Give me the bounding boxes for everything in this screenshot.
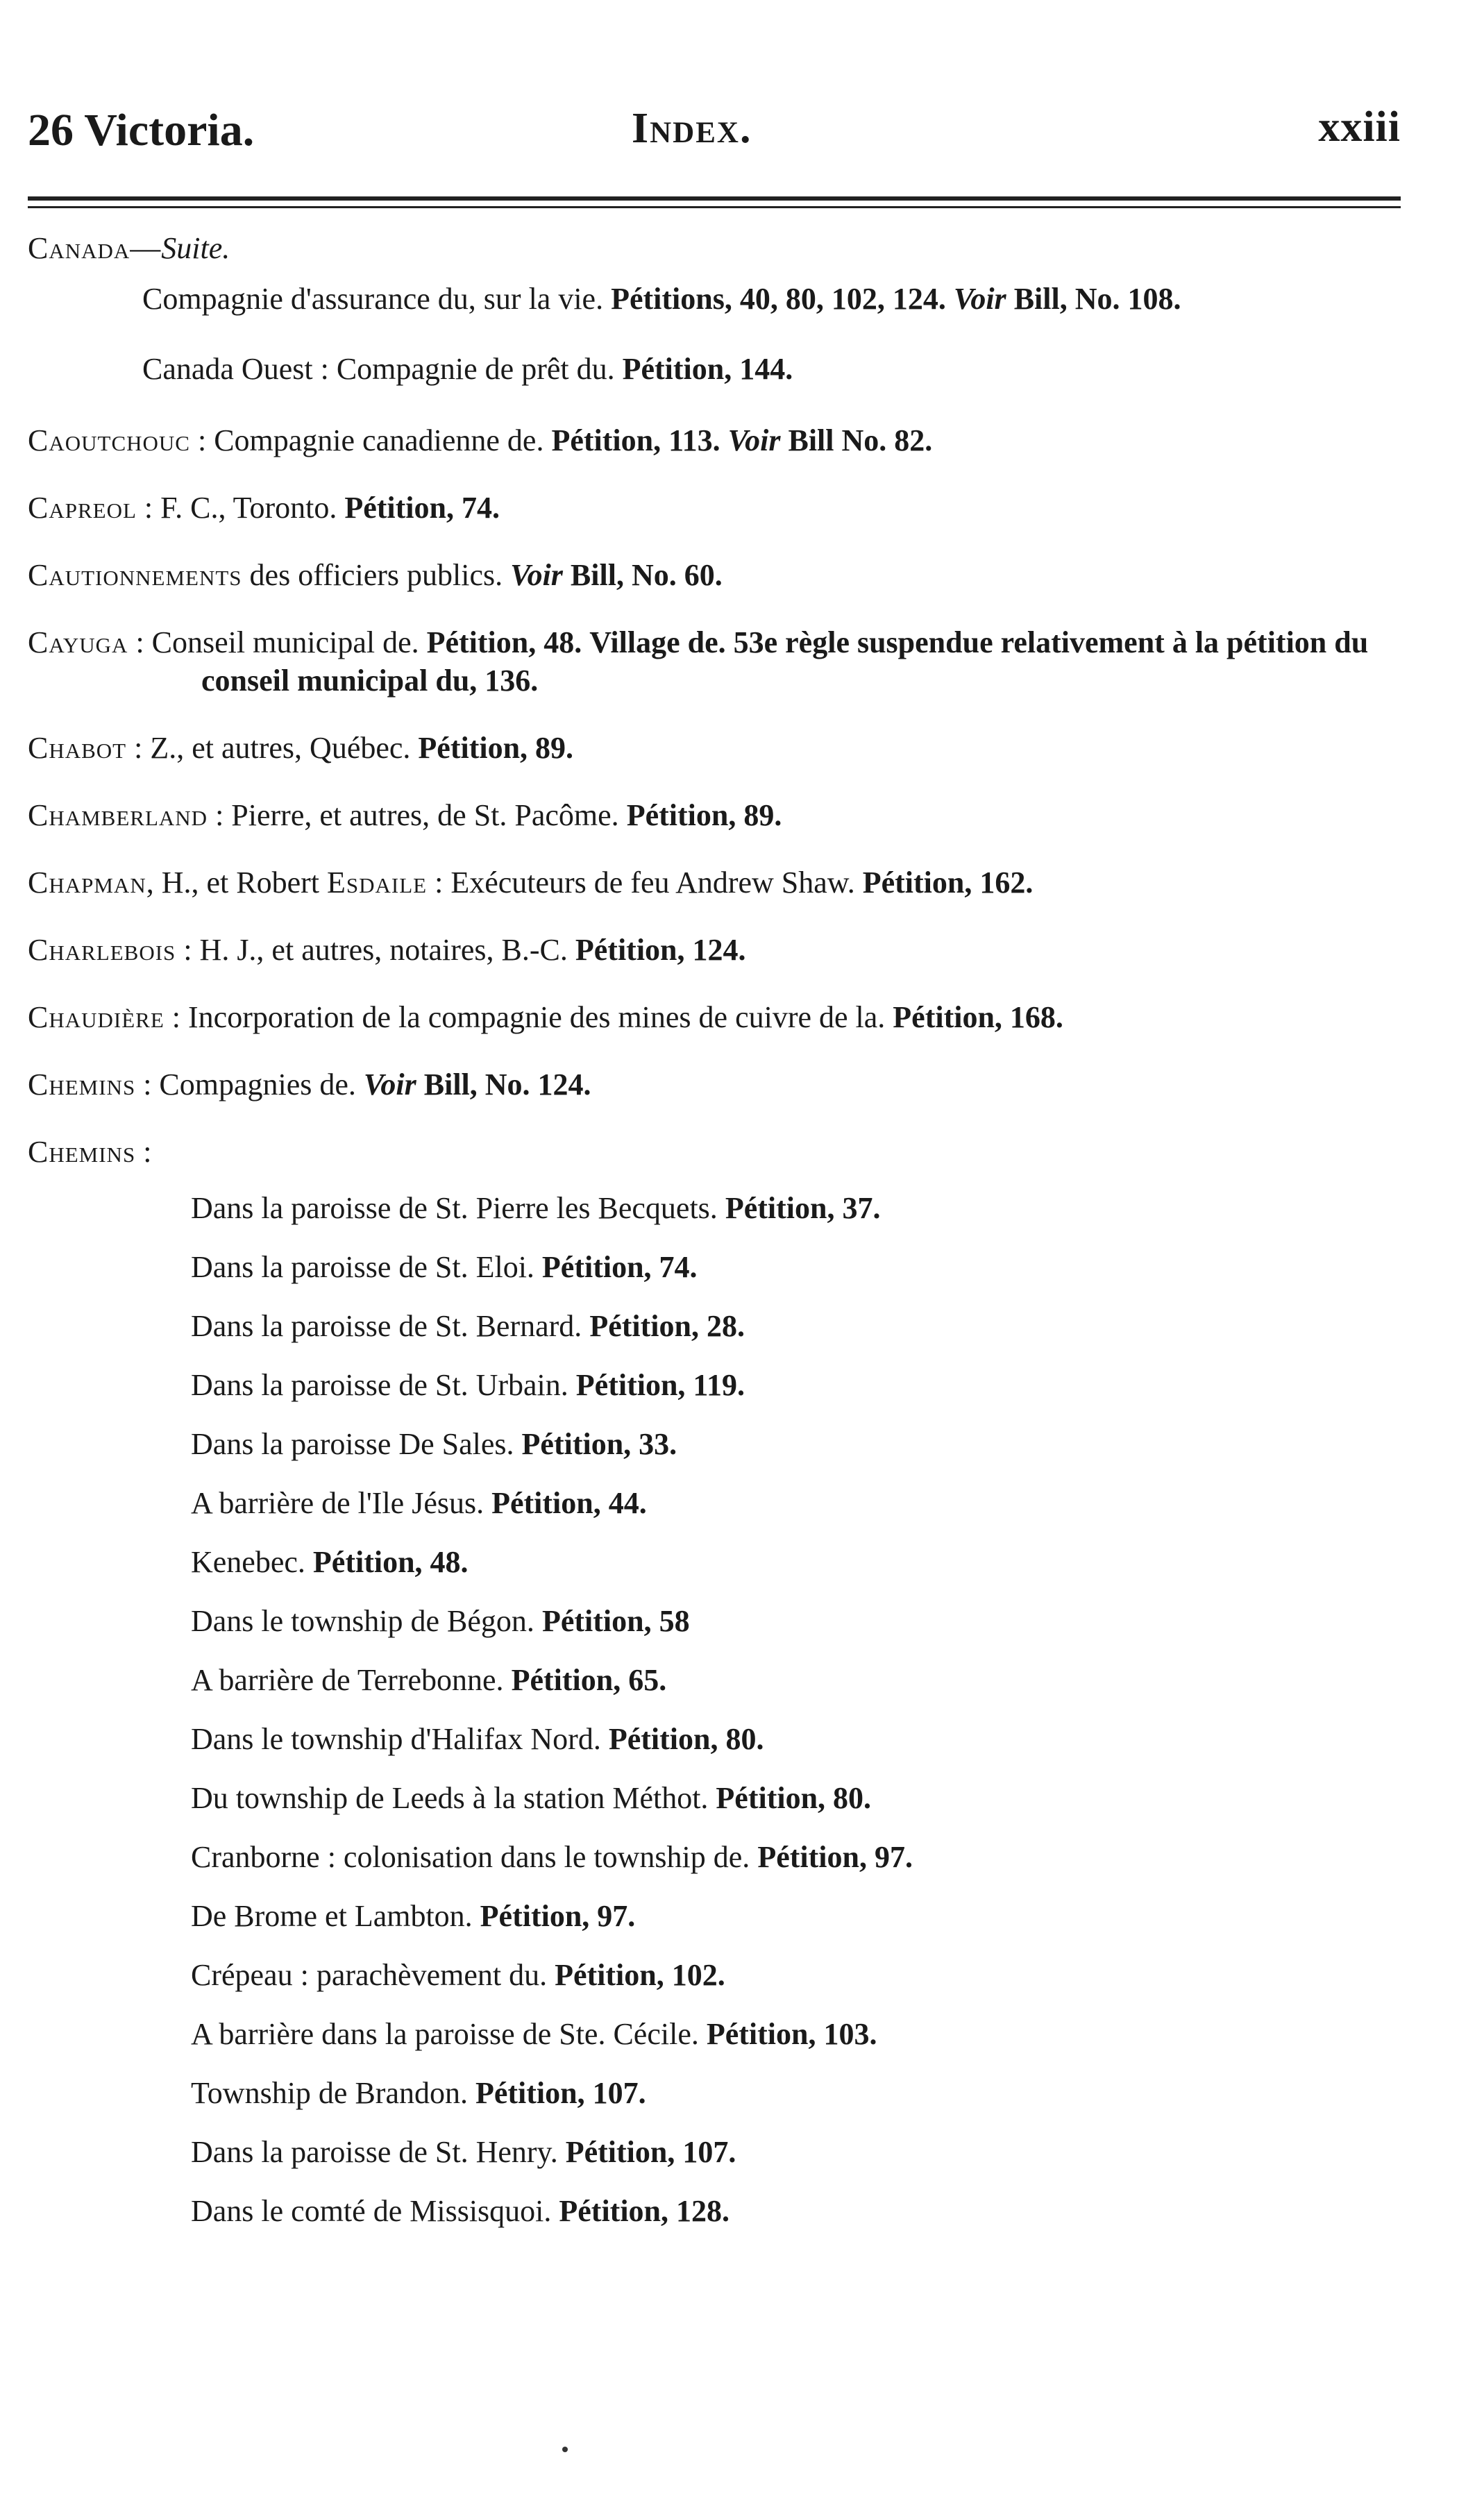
subentry-petitions: Pétitions, 40, 80, 102, 124.: [611, 282, 946, 316]
index-subentry-assurance: [28, 280, 1402, 318]
list-item-petition: Pétition, 37.: [725, 1191, 881, 1225]
list-item-petition: Pétition, 44.: [491, 1486, 647, 1520]
entry-text-secondary: : Exécuteurs de feu Andrew Shaw.: [435, 866, 855, 900]
list-item-petition: Pétition, 119.: [575, 1368, 745, 1402]
list-item: [191, 2074, 1402, 2112]
entry-petition: Pétition, 74.: [344, 491, 500, 525]
header-rule-thin: [28, 206, 1401, 208]
entry-text: : F. C., Toronto.: [144, 491, 337, 525]
list-item: [191, 1189, 1402, 1227]
subentry-petition: Pétition, 144.: [622, 352, 793, 386]
entry-text-village: Village de.: [589, 625, 726, 659]
entry-head: Cayuga: [28, 625, 128, 659]
entry-bill: Bill No. 82.: [788, 423, 933, 457]
entry-head: Charlebois: [28, 933, 176, 967]
index-entry-chabot: [28, 729, 1402, 767]
list-item-place: Township de Brandon.: [191, 2076, 468, 2110]
list-item-place: Dans la paroisse De Sales.: [191, 1427, 514, 1461]
list-item: [191, 1838, 1402, 1876]
list-item-petition: Pétition, 58: [541, 1604, 690, 1638]
index-entry-chapman: [28, 863, 1402, 902]
list-item-petition: Pétition, 80.: [608, 1722, 764, 1756]
entry-head: Chemins: [28, 1135, 136, 1169]
list-item-place: Kenebec.: [191, 1545, 305, 1579]
entry-voir: Voir: [727, 423, 781, 457]
entry-petition: Pétition, 168.: [893, 1000, 1063, 1034]
index-entry-chemins: [28, 1133, 1402, 1171]
list-item: [191, 1602, 1402, 1640]
ink-speck: [562, 2447, 568, 2452]
entry-petition: Pétition, 48.: [426, 625, 582, 659]
list-item-petition: Pétition, 102.: [555, 1958, 725, 1992]
list-item: [191, 1307, 1402, 1345]
index-entry-canada: [28, 229, 1402, 267]
index-entry-caoutchouc: [28, 421, 1402, 459]
entry-bill: Bill, No. 124.: [423, 1067, 591, 1102]
list-item-place: Dans la paroisse de St. Pierre les Becquets.: [191, 1191, 718, 1225]
list-item-petition: Pétition, 65.: [511, 1663, 667, 1697]
header-session: 26 Victoria.: [28, 105, 255, 155]
subentry-text: Canada Ouest : Compagnie de prêt du.: [142, 352, 615, 386]
entry-petition: Pétition, 124.: [575, 933, 746, 967]
list-item-place: A barrière dans la paroisse de Ste. Cécile.: [191, 2017, 699, 2051]
list-item: [191, 1543, 1402, 1581]
entry-head: Chemins: [28, 1067, 136, 1102]
list-item: [191, 1248, 1402, 1286]
entry-text: : Pierre, et autres, de St. Pacôme.: [215, 798, 619, 832]
subentry-voir: Voir: [953, 282, 1006, 316]
list-item-petition: Pétition, 97.: [757, 1840, 913, 1874]
entry-head: Canada—: [28, 231, 162, 265]
entry-head: Chamberland: [28, 798, 208, 832]
list-item: [191, 1779, 1402, 1817]
entry-text: : H. J., et autres, notaires, B.-C.: [183, 933, 568, 967]
list-item-petition: Pétition, 107.: [565, 2135, 736, 2169]
entry-head: Capreol: [28, 491, 137, 525]
subentry-text: Compagnie d'assurance du, sur la vie.: [142, 282, 604, 316]
entry-voir: Voir: [510, 558, 563, 592]
entry-text: :: [143, 1135, 152, 1169]
entry-text: : Incorporation de la compagnie des mines de cuivre de la.: [171, 1000, 886, 1034]
entry-head: Chaudière: [28, 1000, 165, 1034]
list-item: [191, 1484, 1402, 1522]
index-entry-chemins-compagnies: [28, 1065, 1402, 1104]
list-item-petition: Pétition, 74.: [541, 1250, 698, 1284]
entry-head-italic: Suite.: [161, 231, 230, 265]
chemins-list: [191, 1189, 1402, 2230]
list-item-place: Dans la paroisse de St. Bernard.: [191, 1309, 582, 1343]
list-item-place: Du township de Leeds à la station Méthot.: [191, 1781, 709, 1815]
list-item: [191, 2015, 1402, 2053]
index-entry-cautionnements: [28, 556, 1402, 594]
entry-head: Caoutchouc: [28, 423, 190, 457]
list-item: [191, 1897, 1402, 1935]
list-item-place: Dans le township de Bégon.: [191, 1604, 534, 1638]
list-item-place: A barrière de Terrebonne.: [191, 1663, 504, 1697]
list-item-place: Cranborne : colonisation dans le township de.: [191, 1840, 750, 1874]
list-item-place: Dans la paroisse de St. Henry.: [191, 2135, 558, 2169]
list-item-petition: Pétition, 33.: [521, 1427, 677, 1461]
entry-petition: Pétition, 162.: [862, 866, 1034, 900]
list-item-place: Dans la paroisse de St. Urbain.: [191, 1368, 568, 1402]
entry-voir: Voir: [363, 1067, 416, 1102]
list-item-place: Crépeau : parachèvement du.: [191, 1958, 548, 1992]
entry-bill: Bill, No. 60.: [570, 558, 723, 592]
list-item-place: A barrière de l'Ile Jésus.: [191, 1486, 484, 1520]
list-item: [191, 1661, 1402, 1699]
entry-text: , H., et Robert: [146, 866, 319, 900]
entry-head: Chabot: [28, 731, 127, 765]
list-item: [191, 1956, 1402, 1994]
index-subentry-pret: [28, 350, 1402, 388]
list-item-petition: Pétition, 128.: [559, 2194, 730, 2228]
entry-head: Chapman: [28, 866, 146, 900]
list-item: [191, 2133, 1402, 2171]
list-item-petition: Pétition, 103.: [706, 2017, 877, 2051]
entry-text: des officiers publics.: [249, 558, 503, 592]
list-item: [191, 2192, 1402, 2230]
index-entry-cayuga: [28, 623, 1402, 700]
list-item: [191, 1720, 1402, 1758]
entry-petition: Pétition, 89.: [626, 798, 782, 832]
index-content: [28, 229, 1402, 2251]
list-item-place: Dans la paroisse de St. Eloi.: [191, 1250, 534, 1284]
entry-text: : Z., et autres, Québec.: [134, 731, 411, 765]
list-item: [191, 1425, 1402, 1463]
list-item-place: Dans le comté de Missisquoi.: [191, 2194, 552, 2228]
index-entry-capreol: [28, 489, 1402, 527]
header-page-number: xxiii: [1318, 103, 1401, 151]
page-header: [28, 83, 1401, 160]
entry-text: : Compagnies de.: [143, 1067, 356, 1102]
list-item-place: Dans le township d'Halifax Nord.: [191, 1722, 601, 1756]
entry-rule-note: 53e règle suspendue relativement à la pétition du conseil municipal du, 136.: [201, 625, 1369, 698]
list-item-petition: Pétition, 48.: [312, 1545, 469, 1579]
list-item-petition: Pétition, 107.: [475, 2076, 646, 2110]
entry-text: : Compagnie canadienne de.: [197, 423, 544, 457]
header-rule-thick: [28, 196, 1401, 201]
index-entry-chaudiere: [28, 998, 1402, 1036]
entry-text: : Conseil municipal de.: [135, 625, 419, 659]
index-entry-charlebois: [28, 931, 1402, 969]
list-item-place: De Brome et Lambton.: [191, 1899, 473, 1933]
entry-head: Cautionnements: [28, 558, 242, 592]
list-item: [191, 1366, 1402, 1404]
list-item-petition: Pétition, 97.: [480, 1899, 636, 1933]
entry-petition: Pétition, 113.: [551, 423, 720, 457]
subentry-bill: Bill, No. 108.: [1013, 282, 1181, 316]
entry-head-secondary: Esdaile: [327, 866, 428, 900]
header-title: Index.: [632, 105, 752, 152]
list-item-petition: Pétition, 80.: [716, 1781, 872, 1815]
index-entry-chamberland: [28, 796, 1402, 834]
list-item-petition: Pétition, 28.: [589, 1309, 745, 1343]
entry-petition: Pétition, 89.: [418, 731, 574, 765]
